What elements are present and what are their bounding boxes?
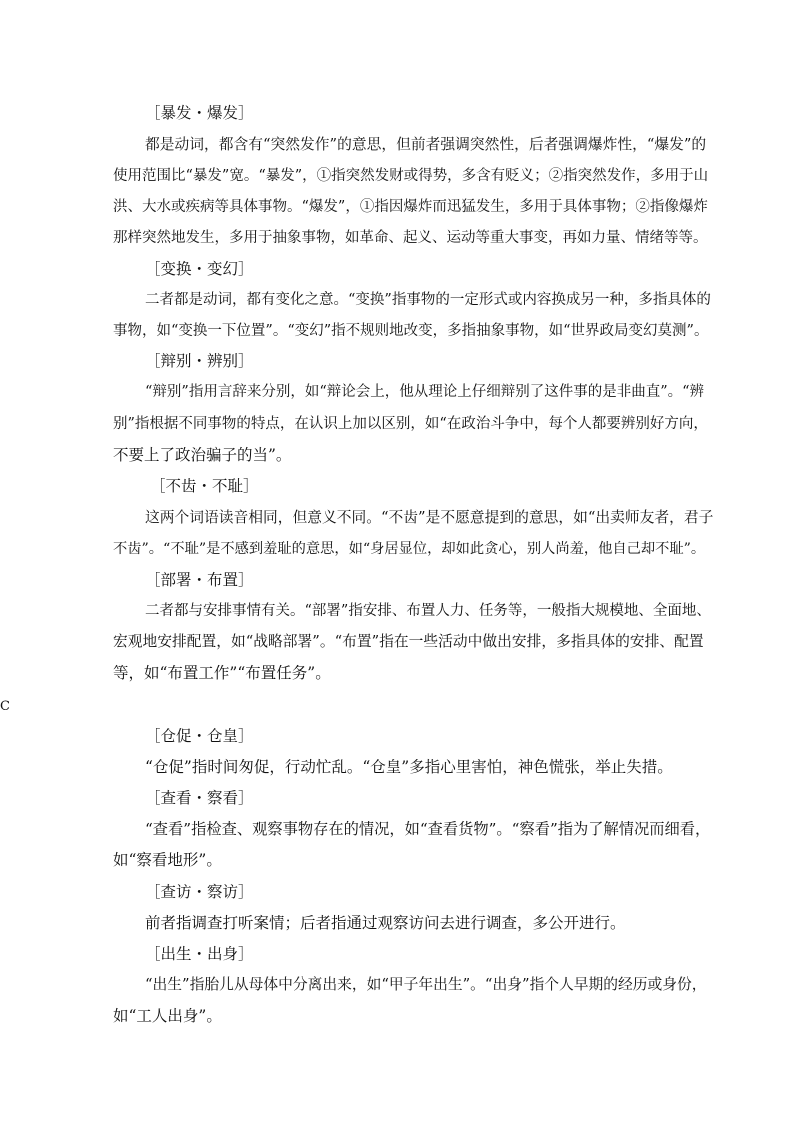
entry-heading: ［仓促・仓皇］ (145, 727, 254, 745)
entry-text-line: 都是动词，都含有“突然发作”的意思，但前者强调突然性，后者强调爆炸性，“爆发”的 (145, 136, 707, 153)
entry-text-line: 别”指根据不同事物的特点，在认识上加以区别，如“在政治斗争中，每个人都要辨别好方向， (113, 416, 708, 432)
entry-heading: ［变换・变幻］ (145, 260, 254, 278)
entry-heading: ［不齿・不耻］ (150, 477, 259, 495)
entry-heading: ［暴发・爆发］ (145, 104, 254, 122)
entry-text-line: 前者指调查打听案情；后者指通过观察访问去进行调查，多公开进行。 (145, 914, 626, 932)
entry-text-line: 使用范围比“暴发”宽。“暴发”，①指突然发财或得势，多含有贬义；②指突然发作，多用于山 (113, 168, 709, 184)
entry-text-line: 不齿”。“不耻”是不感到羞耻的意思，如“身居显位，却如此贪心，别人尚羞，他自己却不耻”。 (113, 541, 706, 557)
entry-text-line: “出生”指胎儿从母体中分离出来，如“甲子年出生”。“出身”指个人早期的经历或身份， (145, 976, 707, 993)
entry-text-line: 这两个词语读音相同，但意义不同。“不齿”是不愿意提到的意思，如“出卖师友者，君子 (145, 509, 714, 526)
entry-text-line: 事物，如“变换一下位置”。“变幻”指不规则地改变，多指抽象事物，如“世界政局变幻莫测”。 (113, 323, 709, 339)
entry-text-line: 二者都与安排事情有关。“部署”指安排、布置人力、任务等，一般指大规模地、全面地、 (145, 603, 711, 619)
entry-text-line: 那样突然地发生，多用于抽象事物，如革命、起义、运动等重大事变，再如力量、情绪等等。 (113, 230, 708, 246)
entry-text-line: 二者都是动词，都有变化之意。“变换”指事物的一定形式或内容换成另一种，多指具体的 (145, 292, 711, 308)
entry-text-line: “查看”指检查、观察事物存在的情况，如“查看货物”。“察看”指为了解情况而细看， (145, 820, 711, 838)
entry-heading: ［出生・出身］ (145, 945, 254, 963)
entry-text-line: 如“察看地形”。 (113, 851, 222, 869)
entry-heading: ［辩别・辨别］ (145, 352, 254, 370)
entry-text-line: “仓促”指时间匆促，行动忙乱。“仓皇”多指心里害怕，神色慌张，举止失措。 (145, 758, 673, 776)
entry-heading: ［查看・察看］ (145, 789, 254, 807)
entry-text-line: 宏观地安排配置，如“战略部署”。“布置”指在一些活动中做出安排，多指具体的安排、配置 (113, 633, 704, 650)
entry-heading: ［部署・布置］ (145, 571, 254, 589)
entry-text-line: “辩别”指用言辞来分别，如“辩论会上，他从理论上仔细辩别了这件事的是非曲直”。“辨 (145, 384, 705, 400)
entry-text-line: 不要上了政治骗子的当”。 (113, 446, 292, 464)
entry-heading: ［查访・察访］ (145, 883, 254, 901)
entry-text-line: 洪、大水或疾病等具体事物。“爆发”，①指因爆炸而迅猛发生，多用于具体事物；②指像爆炸 (113, 199, 708, 215)
section-letter: C (0, 699, 10, 714)
entry-text-line: 如“工人出身”。 (113, 1007, 222, 1025)
entry-text-line: 等，如“布置工作”“布置任务”。 (113, 664, 331, 682)
